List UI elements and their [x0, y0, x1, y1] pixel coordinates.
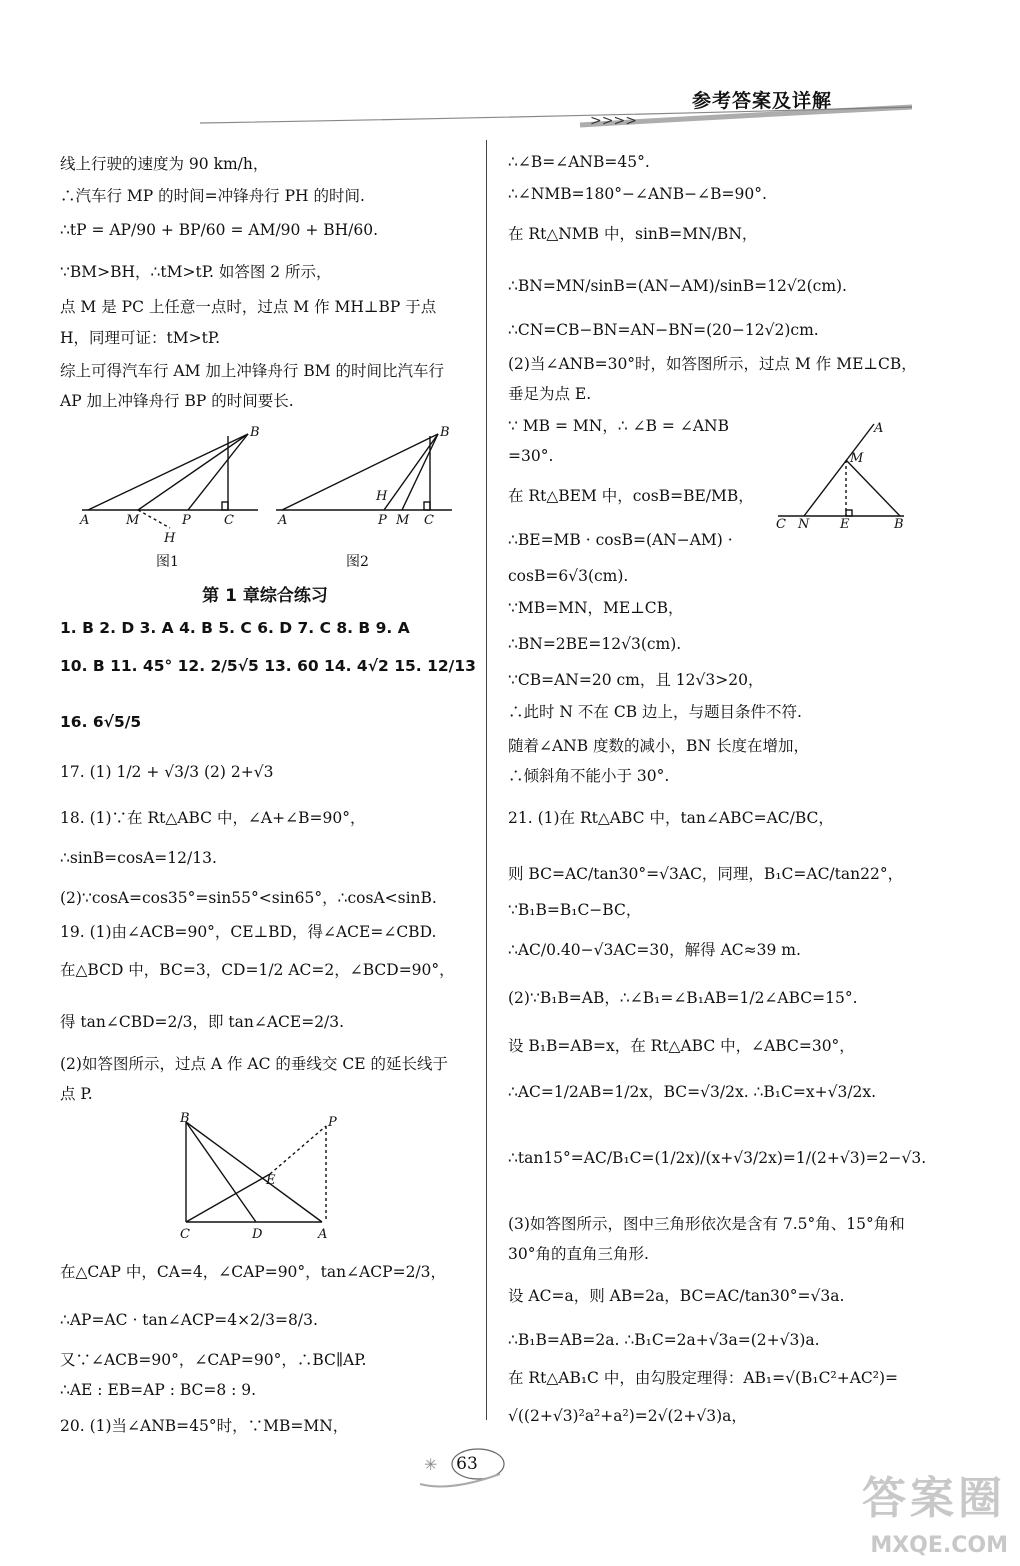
text-line: ∴AE : EB=AP : BC=8 : 9.	[60, 1381, 257, 1399]
svg-text:B: B	[894, 517, 904, 530]
svg-text:B: B	[180, 1112, 190, 1126]
svg-text:A: A	[80, 513, 90, 528]
svg-text:C: C	[776, 517, 786, 530]
text-line: (3)如答图所示，图中三角形依次是含有 7.5°角、15°角和	[508, 1215, 905, 1233]
text-line: 设 B₁B=AB=x，在 Rt△ABC 中，∠ABC=30°，	[508, 1037, 855, 1055]
svg-text:D: D	[252, 1227, 263, 1242]
watermark-logo: 答案圈	[862, 1473, 1006, 1524]
svg-text:M: M	[850, 451, 864, 466]
text-line: =30°.	[508, 447, 554, 465]
text-line: 随着∠ANB 度数的减小，BN 长度在增加，	[508, 737, 809, 755]
svg-text:✳: ✳	[424, 1455, 438, 1474]
text-line: AP 加上冲锋舟行 BP 的时间要长.	[60, 392, 294, 410]
answer-line: 10. B 11. 45° 12. 2/5√5 13. 60 14. 4√2 15. 12/13	[60, 657, 476, 675]
svg-text:B: B	[250, 425, 260, 440]
svg-text:>>>>: >>>>	[590, 113, 637, 129]
text-line: ∴∠NMB=180°−∠ANB−∠B=90°.	[508, 185, 767, 203]
text-line: 在 Rt△BEM 中，cosB=BE/MB，	[508, 487, 754, 505]
text-line: √((2+√3)²a²+a²)=2√(2+√3)a，	[508, 1407, 747, 1425]
text-line: ∴tan15°=AC/B₁C=(1/2x)/(x+√3/2x)=1/(2+√3)=2−√3.	[508, 1149, 927, 1167]
svg-text:A: A	[318, 1227, 328, 1242]
text-line: 又∵∠ACB=90°，∠CAP=90°，∴BC∥AP.	[60, 1351, 367, 1369]
svg-text:C: C	[224, 513, 234, 528]
figure-19	[178, 1112, 338, 1242]
answer-line: 1. B 2. D 3. A 4. B 5. C 6. D 7. C 8. B 9. A	[60, 619, 410, 637]
text-line: 30°角的直角三角形.	[508, 1245, 649, 1263]
text-line: 设 AC=a，则 AB=2a，BC=AC/tan30°=√3a.	[508, 1287, 845, 1305]
text-line: ∴BN=MN/sinB=(AN−AM)/sinB=12√2(cm).	[508, 277, 847, 295]
svg-text:E: E	[840, 517, 850, 530]
svg-text:B: B	[440, 425, 450, 440]
text-line: ∵B₁B=B₁C−BC，	[508, 901, 642, 919]
text-line: ∵BM>BH，∴tM>tP. 如答图 2 所示，	[60, 263, 332, 281]
text-line: ∵CB=AN=20 cm，且 12√3>20，	[508, 671, 764, 689]
header-title: 参考答案及详解	[691, 90, 832, 112]
svg-text:P: P	[378, 513, 387, 528]
text-line: ∴AC/0.40−√3AC=30，解得 AC≈39 m.	[508, 941, 801, 959]
svg-text:P: P	[182, 513, 191, 528]
svg-text:C: C	[424, 513, 434, 528]
svg-text:P: P	[328, 1115, 337, 1130]
svg-text:M: M	[396, 513, 410, 528]
text-line: 21. (1)在 Rt△ABC 中，tan∠ABC=AC/BC，	[508, 809, 834, 827]
text-line: ∴∠B=∠ANB=45°.	[508, 153, 650, 171]
text-line: 垂足为点 E.	[508, 385, 592, 403]
figure-caption: 图2	[346, 554, 369, 570]
text-line: 综上可得汽车行 AM 加上冲锋舟行 BM 的时间比汽车行	[60, 362, 445, 380]
text-line: ∴tP = AP/90 + BP/60 = AM/90 + BH/60.	[60, 221, 379, 239]
text-line: (2)当∠ANB=30°时，如答图所示，过点 M 作 ME⊥CB，	[508, 355, 917, 373]
text-line: cosB=6√3(cm).	[508, 567, 629, 585]
figure-caption: 图1	[156, 554, 179, 570]
svg-text:A: A	[874, 421, 884, 436]
text-line: ∴BN=2BE=12√3(cm).	[508, 635, 682, 653]
svg-text:E: E	[266, 1173, 276, 1188]
answer-line: 19. (1)由∠ACB=90°，CE⊥BD，得∠ACE=∠CBD.	[60, 923, 437, 941]
text-line: 在 Rt△NMB 中，sinB=MN/BN，	[508, 225, 758, 243]
answer-line: (2)∵cosA=cos35°=sin55°<sin65°，∴cosA<sinB.	[60, 889, 437, 907]
text-line: ∴AC=1/2AB=1/2x，BC=√3/2x. ∴B₁C=x+√3/2x.	[508, 1083, 877, 1101]
text-line: 在△CAP 中，CA=4，∠CAP=90°，tan∠ACP=2/3，	[60, 1263, 447, 1281]
text-line: ∴AP=AC · tan∠ACP=4×2/3=8/3.	[60, 1311, 318, 1329]
text-line: 线上行驶的速度为 90 km/h，	[60, 155, 269, 173]
answer-line: 点 P.	[60, 1085, 93, 1103]
text-line: 在 Rt△AB₁C 中，由勾股定理得：AB₁=√(B₁C²+AC²)=	[508, 1369, 899, 1387]
text-line: 点 M 是 PC 上任意一点时，过点 M 作 MH⊥BP 于点	[60, 298, 437, 316]
column-divider	[486, 140, 487, 1420]
text-line: ∴倾斜角不能小于 30°.	[508, 767, 670, 785]
answer-line: 16. 6√5/5	[60, 713, 142, 731]
answer-line: (2)如答图所示，过点 A 作 AC 的垂线交 CE 的延长线于	[60, 1055, 448, 1073]
text-line: H，同理可证：tM>tP.	[60, 329, 221, 347]
answer-line: 在△BCD 中，BC=3，CD=1/2 AC=2，∠BCD=90°，	[60, 961, 455, 979]
text-line: 则 BC=AC/tan30°=√3AC，同理，B₁C=AC/tan22°，	[508, 865, 904, 883]
answer-line: 17. (1) 1/2 + √3/3 (2) 2+√3	[60, 763, 274, 781]
figure-20	[774, 420, 914, 530]
watermark-url: MXQE.COM	[870, 1533, 1008, 1558]
text-line: ∵ MB = MN，∴ ∠B = ∠ANB	[508, 417, 729, 435]
text-line: 20. (1)当∠ANB=45°时，∵MB=MN，	[60, 1417, 349, 1435]
svg-text:N: N	[798, 517, 810, 530]
text-line: ∵MB=MN，ME⊥CB，	[508, 599, 684, 617]
answer-line: 得 tan∠CBD=2/3，即 tan∠ACE=2/3.	[60, 1013, 345, 1031]
svg-text:C: C	[180, 1227, 190, 1242]
text-line: ∴CN=CB−BN=AN−BN=(20−12√2)cm.	[508, 321, 819, 339]
page-number: 63	[456, 1454, 478, 1474]
svg-text:A: A	[278, 513, 288, 528]
text-line: ∴汽车行 MP 的时间=冲锋舟行 PH 的时间.	[60, 187, 365, 205]
answer-line: 18. (1)∵在 Rt△ABC 中，∠A+∠B=90°，	[60, 809, 366, 827]
svg-text:M: M	[126, 513, 140, 528]
section-title: 第 1 章综合练习	[202, 586, 328, 606]
header-decoration	[200, 103, 912, 129]
svg-text:H: H	[376, 489, 388, 504]
figure-1-2	[78, 424, 468, 544]
text-line: ∴此时 N 不在 CB 边上，与题目条件不符.	[508, 703, 802, 721]
text-line: (2)∵B₁B=AB，∴∠B₁=∠B₁AB=1/2∠ABC=15°.	[508, 989, 858, 1007]
text-line: ∴B₁B=AB=2a. ∴B₁C=2a+√3a=(2+√3)a.	[508, 1331, 820, 1349]
svg-text:H: H	[164, 531, 176, 544]
answer-line: ∴sinB=cosA=12/13.	[60, 849, 217, 867]
text-line: ∴BE=MB · cosB=(AN−AM) ·	[508, 531, 733, 549]
